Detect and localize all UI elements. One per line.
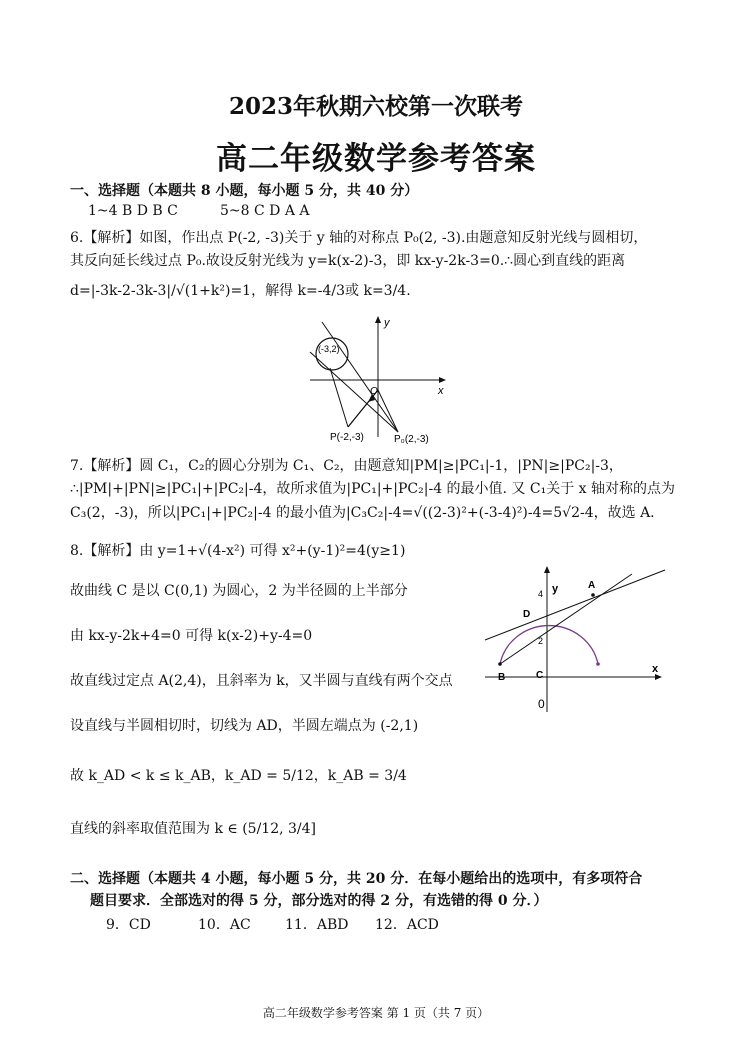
section2-heading-1: 二、选择题（本题共 4 小题，每小题 5 分，共 20 分．在每小题给出的选项中，有多项符合: [70, 871, 643, 887]
q8-line4: 故直线过定点 A(2,4)，且斜率为 k，又半圆与直线有两个交点: [70, 673, 453, 689]
answer-11-value: ABD: [316, 917, 349, 933]
answer-key-title: 高二年级数学参考答案: [216, 141, 536, 177]
answers-1-4: 1~4 B D B C: [88, 203, 178, 219]
answer-9-value: CD: [128, 917, 151, 933]
q8-tick-2: 2: [538, 636, 544, 646]
answers-5-8: 5~8 C D A A: [220, 203, 310, 219]
q8-point-c: C: [536, 670, 544, 681]
q6-y-label: y: [384, 317, 390, 329]
q6-origin-label: O: [370, 386, 378, 397]
q6-center-label: (-3,2): [318, 344, 340, 354]
q8-line2: 故曲线 C 是以 C(0,1) 为圆心，2 为半径圆的上半部分: [70, 583, 408, 599]
q7-line1: 7.【解析】圆 C₁，C₂的圆心分别为 C₁、C₂，由题意知|PM|≥|PC₁|-1，|PN|≥|PC₂|-3，: [70, 458, 623, 474]
q8-line6: 故 k_AD < k ≤ k_AB，k_AD = 5/12，k_AB = 3/4: [70, 768, 407, 784]
q8-tick-4: 4: [538, 589, 544, 599]
q8-line7: 直线的斜率取值范围为 k ∈ (5/12, 3/4]: [70, 821, 316, 837]
q8-point-a: A: [588, 580, 596, 591]
answer-12-value: ACD: [406, 917, 439, 933]
section1-heading: 一、选择题（本题共 8 小题，每小题 5 分，共 40 分）: [70, 183, 419, 199]
section2-heading-2: 题目要求．全部选对的得 5 分，部分选对的得 2 分，有选错的得 0 分．）: [90, 893, 548, 909]
answer-12-number: 12．: [375, 917, 407, 933]
answer-10-value: AC: [229, 917, 251, 933]
q6-line3: d=|-3k-2-3k-3|/√(1+k²)=1，解得 k=-4/3或 k=3/4.: [70, 283, 411, 299]
page-footer: 高二年级数学参考答案 第 1 页（共 7 页）: [262, 1006, 490, 1020]
answer-10: [198, 914, 251, 934]
q6-figure: [300, 312, 460, 450]
q8-origin-label: 0: [538, 697, 545, 711]
q6-x-label: x: [438, 385, 444, 397]
q6-point-p: P(-2,-3): [330, 432, 364, 443]
answer-11-number: 11．: [285, 917, 317, 933]
answer-10-number: 10．: [198, 917, 230, 933]
q8-y-label: y: [552, 583, 559, 595]
q6-line1: 6.【解析】如图，作出点 P(-2, -3)关于 y 轴的对称点 P₀(2, -3).由题意知反射光线与圆相切，: [70, 230, 648, 246]
q7-line2: ∴|PM|+|PN|≥|PC₁|+|PC₂|-4，故所求值为|PC₁|+|PC₂|-4 的最小值. 又 C₁关于 x 轴对称的点为: [70, 481, 676, 497]
q8-x-label: x: [652, 663, 659, 675]
q6-point-p0: P₀(2,-3): [394, 434, 429, 445]
q7-line3: C₃(2，-3)，所以|PC₁|+|PC₂|-4 的最小值为|C₃C₂|-4=√((2-3)²+(-3-4)²)-4=5√2-4，故选 A.: [70, 505, 655, 521]
q8-figure: [480, 562, 670, 722]
q8-point-d: D: [523, 609, 531, 620]
q8-line3: 由 kx-y-2k+4=0 可得 k(x-2)+y-4=0: [70, 628, 313, 644]
exam-title: 2023年秋期六校第一次联考: [228, 93, 523, 120]
q6-line2: 其反向延长线过点 P₀.故设反射光线为 y=k(x-2)-3，即 kx-y-2k-3=0.∴圆心到直线的距离: [70, 253, 626, 269]
answer-9-number: 9．: [106, 917, 129, 933]
answer-12: [375, 914, 439, 934]
answer-11: [285, 914, 348, 934]
q8-line5: 设直线与半圆相切时，切线为 AD，半圆左端点为 (-2,1): [70, 718, 419, 734]
q8-point-b: B: [498, 672, 506, 683]
answer-9: [106, 914, 151, 934]
q8-line1: 8.【解析】由 y=1+√(4-x²) 可得 x²+(y-1)²=4(y≥1): [70, 543, 406, 559]
